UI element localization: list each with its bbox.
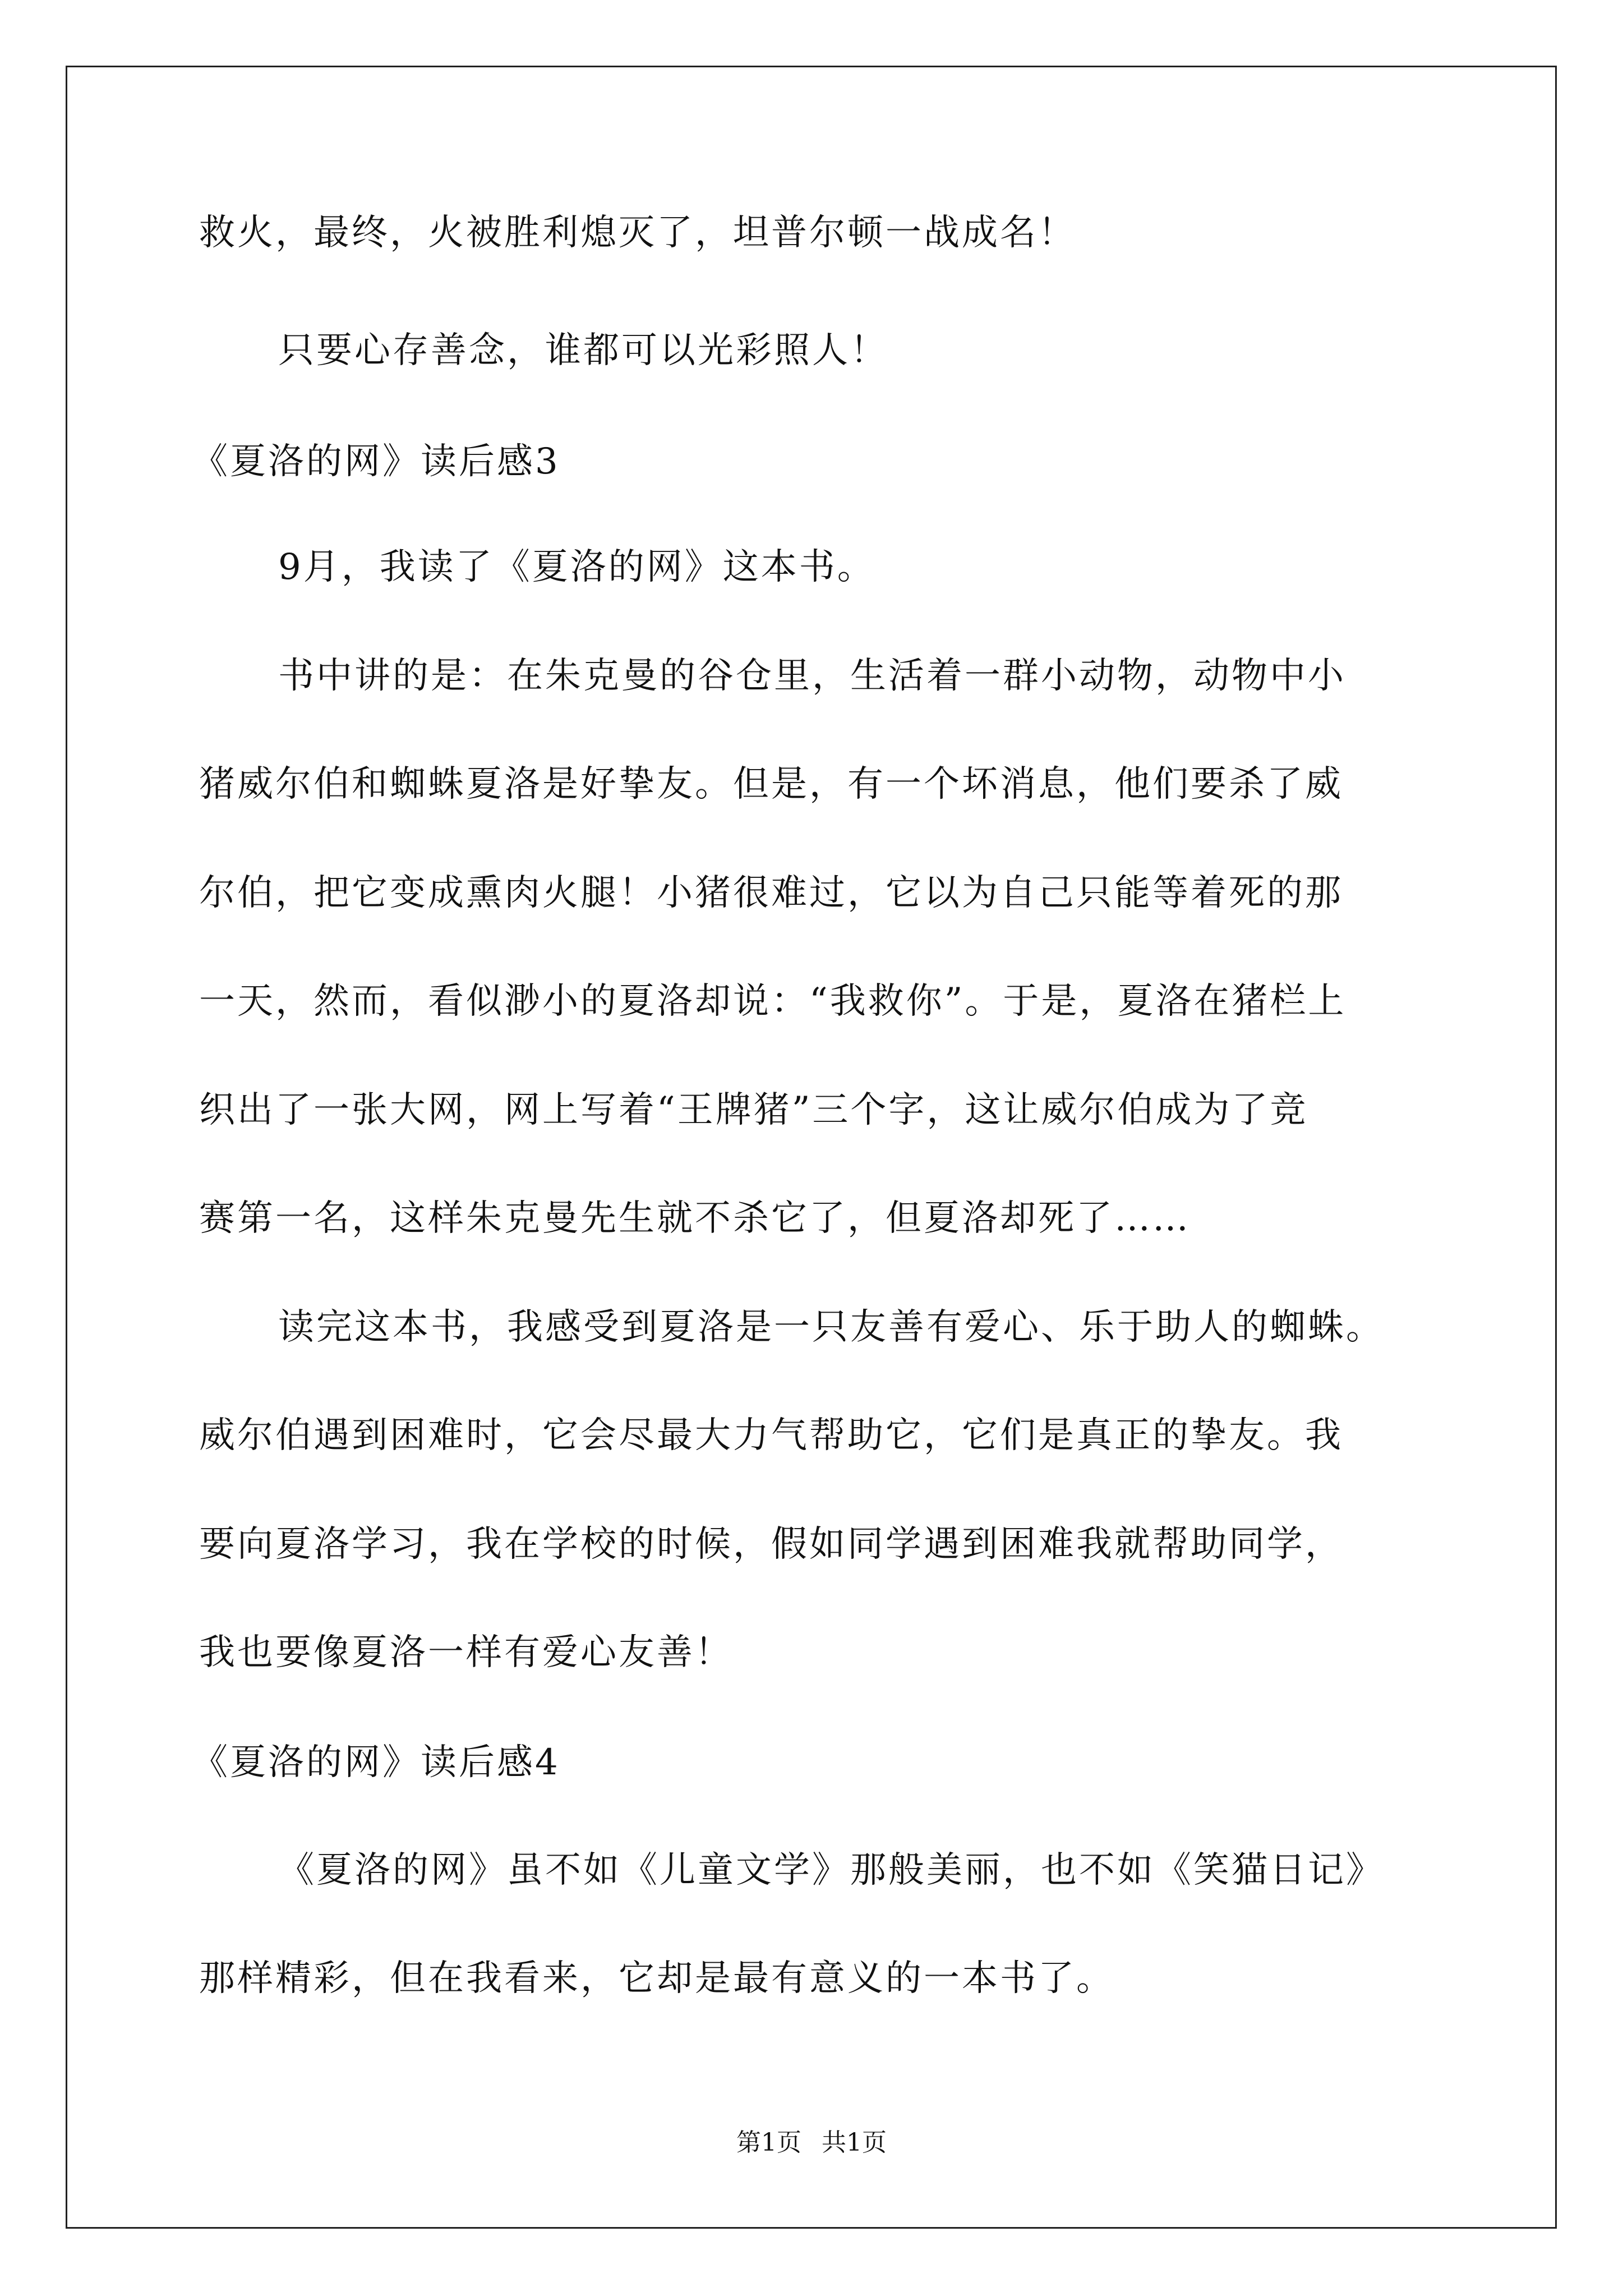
page-border bbox=[66, 66, 1557, 2229]
text-line: 救火，最终，火被胜利熄灭了，坦普尔顿一战成名！ bbox=[199, 212, 1076, 254]
text-line: 一天，然而，看似渺小的夏洛却说：“我救你”。于是，夏洛在猪栏上 bbox=[199, 981, 1347, 1022]
text-line: 只要心存善念，谁都可以光彩照人！ bbox=[278, 330, 888, 371]
text-line: 读完这本书，我感受到夏洛是一只友善有爱心、乐于助人的蜘蛛。 bbox=[278, 1306, 1384, 1348]
text-line: 织出了一张大网，网上写着“王牌猪”三个字，这让威尔伯成为了竞 bbox=[199, 1089, 1308, 1131]
text-line: 我也要像夏洛一样有爱心友善！ bbox=[199, 1632, 733, 1673]
text-line: 9月，我读了《夏洛的网》这本书。 bbox=[278, 546, 875, 588]
text-line: 赛第一名，这样朱克曼先生就不杀它了，但夏洛却死了…… bbox=[199, 1198, 1191, 1239]
text-line: 猪威尔伯和蜘蛛夏洛是好挚友。但是，有一个坏消息，他们要杀了威 bbox=[199, 763, 1343, 805]
page-footer bbox=[0, 2126, 1623, 2160]
text-line: 威尔伯遇到困难时，它会尽最大力气帮助它，它们是真正的挚友。我 bbox=[199, 1415, 1343, 1456]
section-heading: 《夏洛的网》读后感3 bbox=[192, 441, 560, 482]
section-heading: 《夏洛的网》读后感4 bbox=[192, 1742, 560, 1783]
text-line: 要向夏洛学习，我在学校的时候，假如同学遇到困难我就帮助同学， bbox=[199, 1524, 1343, 1565]
text-line: 《夏洛的网》虽不如《儿童文学》那般美丽，也不如《笑猫日记》 bbox=[278, 1849, 1384, 1891]
text-line: 书中讲的是：在朱克曼的谷仓里，生活着一群小动物，动物中小 bbox=[278, 655, 1346, 697]
page-number: 第1页 bbox=[736, 2128, 801, 2157]
text-line: 尔伯，把它变成熏肉火腿！小猪很难过，它以为自己只能等着死的那 bbox=[199, 872, 1343, 914]
text-line: 那样精彩，但在我看来，它却是最有意义的一本书了。 bbox=[199, 1958, 1114, 1999]
page-total: 共1页 bbox=[822, 2128, 887, 2157]
